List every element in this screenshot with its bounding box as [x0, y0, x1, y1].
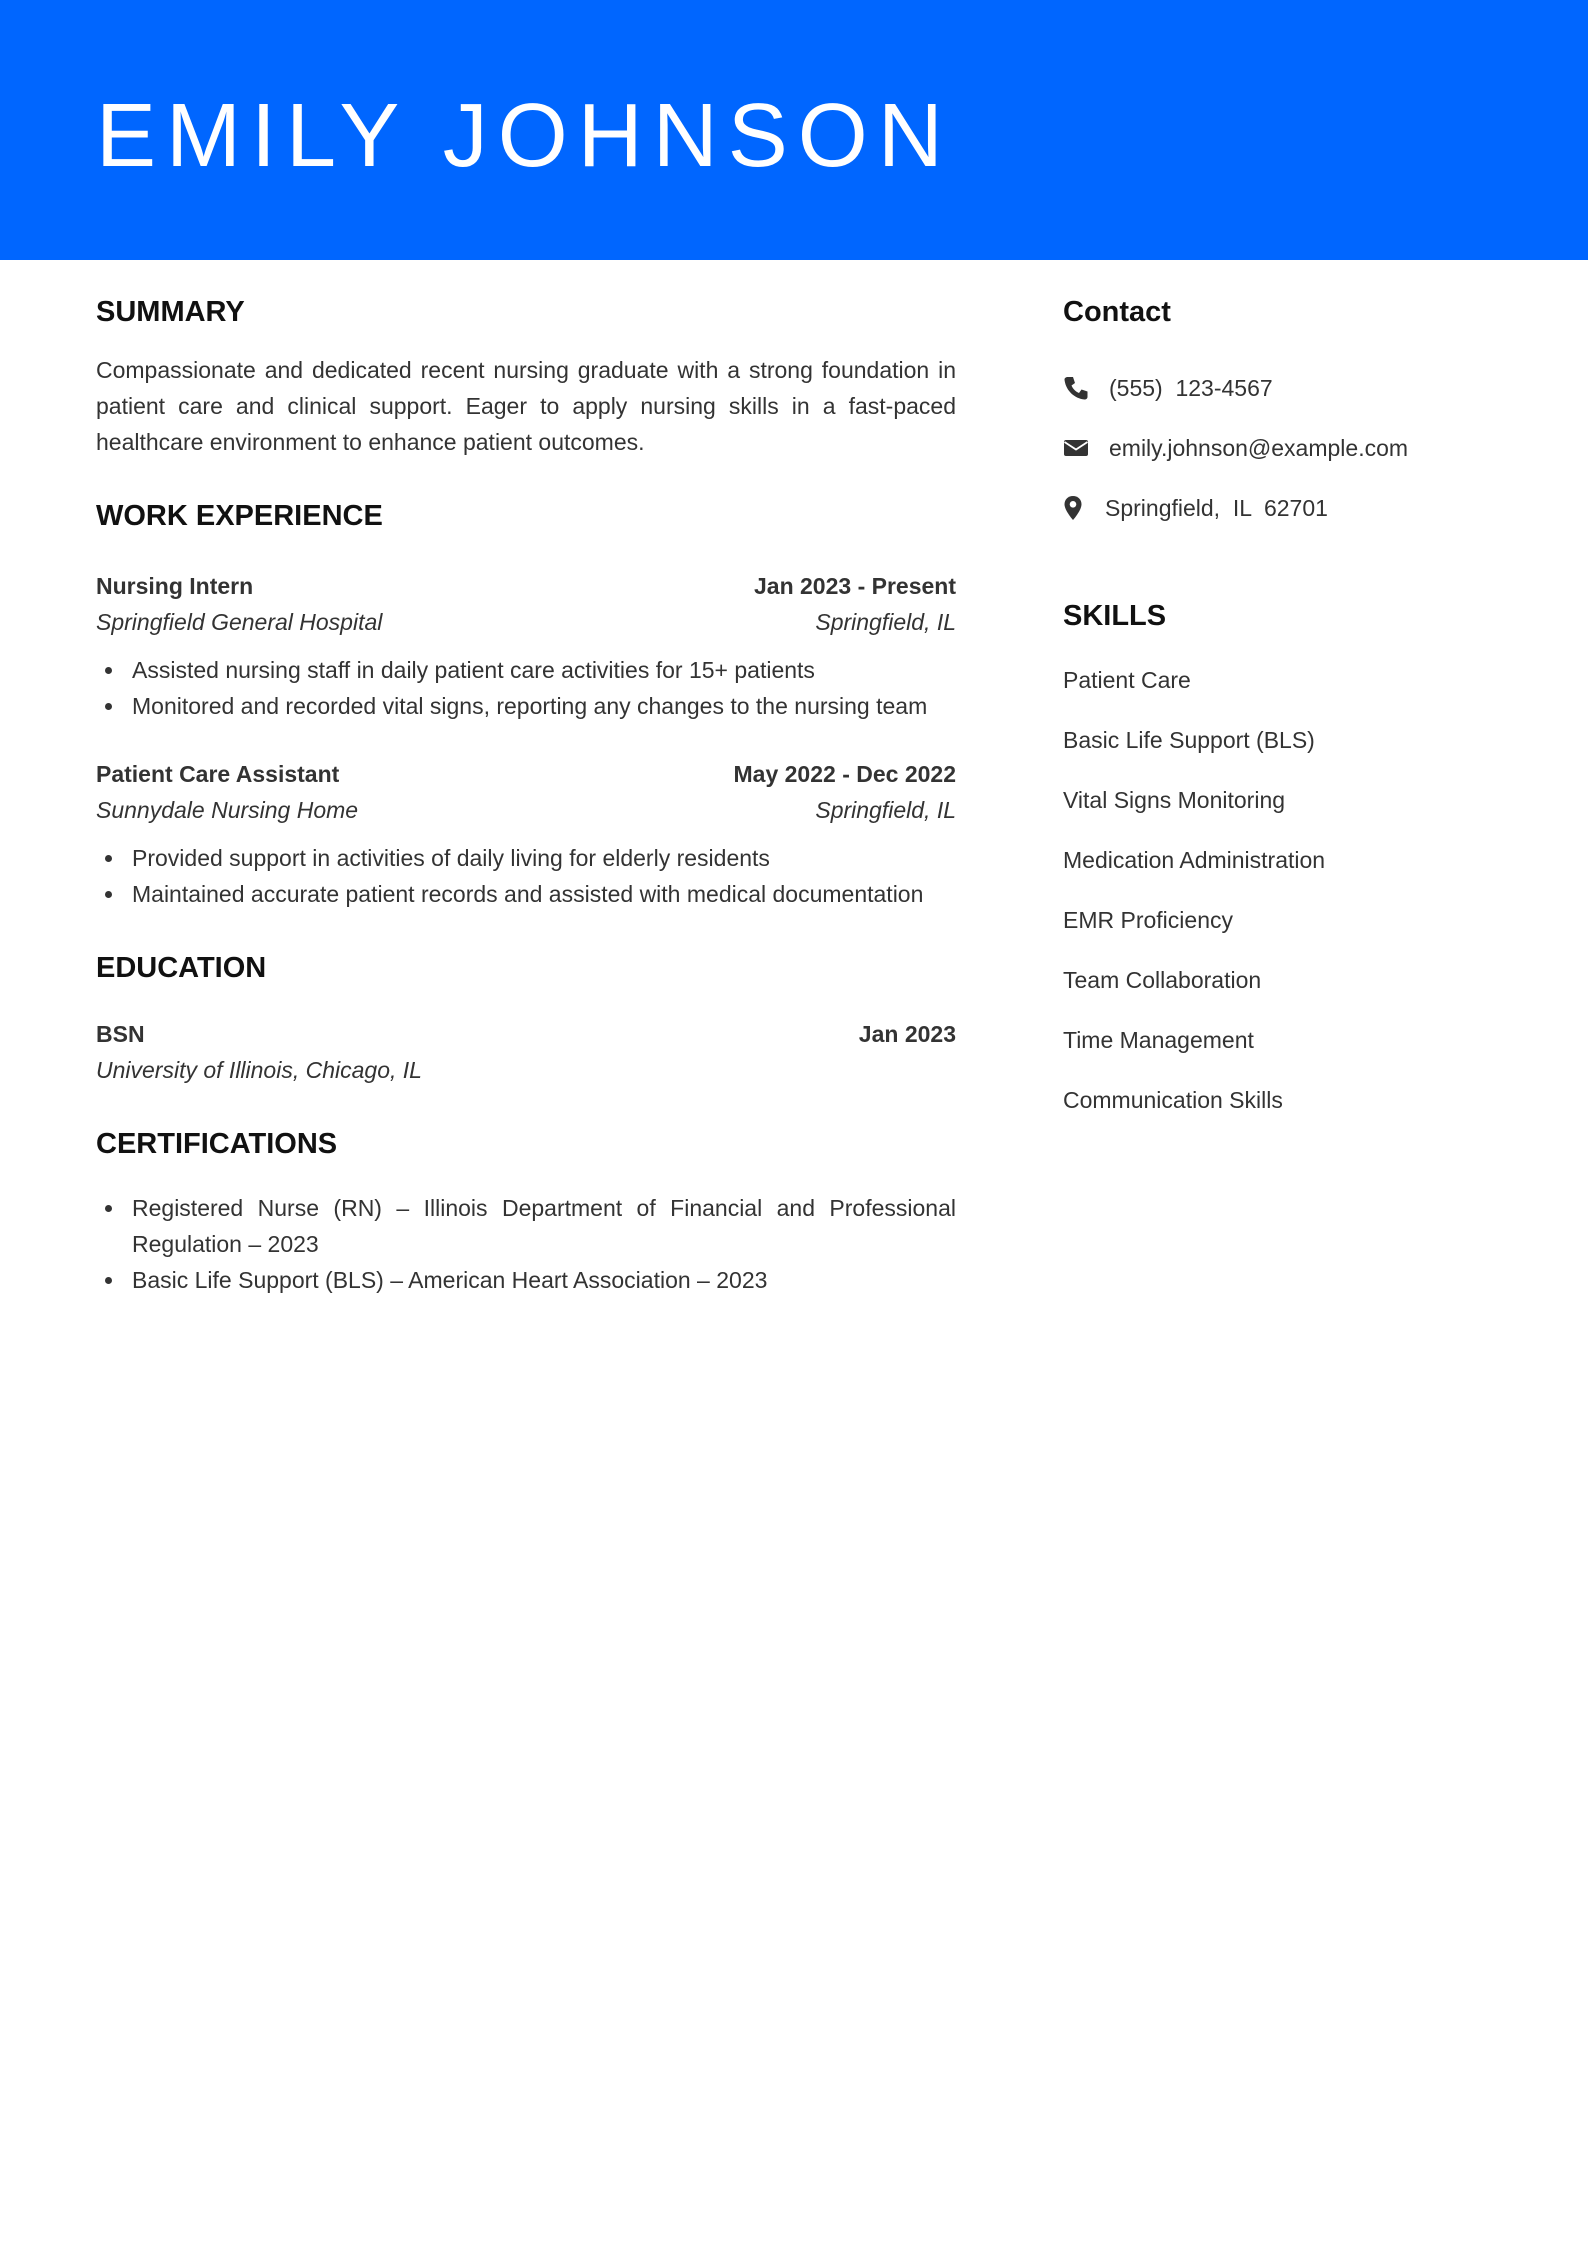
- education-date: Jan 2023: [858, 1021, 956, 1047]
- job-title: Nursing Intern: [96, 573, 254, 599]
- map-marker-icon: [1063, 495, 1105, 521]
- job-org-row: [96, 792, 956, 828]
- summary-text: Compassionate and dedicated recent nursing graduate with a strong foundation in patient care and clinical support. Eager to apply nursing skills in a fast-paced healthcare environment to enhance patient outcomes.: [96, 357, 956, 455]
- sidebar-column: [1063, 290, 1493, 1130]
- job-bullet: Assisted nursing staff in daily patient care activities for 15+ patients: [96, 652, 956, 688]
- job-bullet: Maintained accurate patient records and assisted with medical documentation: [96, 876, 956, 912]
- skill-item: Time Management: [1063, 1027, 1254, 1053]
- job-organization: Springfield General Hospital: [96, 609, 383, 635]
- job-bullets: [96, 652, 956, 724]
- certification-item: Registered Nurse (RN) – Illinois Department of Financial and Professional Regulation – 2023: [96, 1190, 956, 1262]
- certification-item: Basic Life Support (BLS) – American Heart Association – 2023: [96, 1262, 956, 1298]
- job-organization: Sunnydale Nursing Home: [96, 797, 359, 823]
- skill-item: Communication Skills: [1063, 1087, 1283, 1113]
- header-banner: [0, 0, 1588, 260]
- contact-section: [1063, 290, 1493, 538]
- skill-item: Patient Care: [1063, 667, 1191, 693]
- work-experience-section: [96, 494, 956, 912]
- contact-email: emily.johnson@example.com: [1109, 435, 1409, 461]
- education-section: [96, 946, 956, 1088]
- job-entry: [96, 568, 956, 724]
- school: University of Illinois, Chicago, IL: [96, 1057, 422, 1083]
- education-heading: EDUCATION: [96, 952, 267, 984]
- job-header-row: [96, 756, 956, 792]
- contact-phone-row: [1063, 358, 1493, 418]
- contact-location-row: [1063, 478, 1493, 538]
- skill-item: Team Collaboration: [1063, 967, 1262, 993]
- contact-email-row: [1063, 418, 1493, 478]
- certifications-section: [96, 1122, 956, 1298]
- envelope-icon: [1063, 438, 1109, 458]
- job-dates: Jan 2023 - Present: [753, 573, 956, 599]
- contact-phone: (555) 123-4567: [1109, 375, 1273, 401]
- job-dates: May 2022 - Dec 2022: [733, 761, 956, 787]
- skills-section: [1063, 594, 1493, 1130]
- contact-heading: Contact: [1063, 296, 1171, 328]
- summary-section: [96, 290, 956, 460]
- education-entry: [96, 1016, 956, 1088]
- skill-item: Basic Life Support (BLS): [1063, 727, 1315, 753]
- skills-list: [1063, 650, 1493, 1130]
- certifications-heading: CERTIFICATIONS: [96, 1128, 338, 1160]
- skill-item: Medication Administration: [1063, 847, 1326, 873]
- skill-item: Vital Signs Monitoring: [1063, 787, 1286, 813]
- contact-location: Springfield, IL 62701: [1105, 495, 1328, 521]
- degree: BSN: [96, 1021, 145, 1047]
- job-bullet: Monitored and recorded vital signs, reporting any changes to the nursing team: [96, 688, 956, 724]
- main-column: [96, 290, 956, 1298]
- education-school-row: [96, 1052, 956, 1088]
- job-org-row: [96, 604, 956, 640]
- job-title: Patient Care Assistant: [96, 761, 340, 787]
- certifications-list: [96, 1190, 956, 1298]
- job-header-row: [96, 568, 956, 604]
- job-entry: [96, 756, 956, 912]
- summary-heading: SUMMARY: [96, 296, 245, 328]
- work-experience-heading: WORK EXPERIENCE: [96, 500, 383, 532]
- job-bullets: [96, 840, 956, 912]
- job-location: Springfield, IL: [815, 609, 956, 635]
- job-bullet: Provided support in activities of daily living for elderly residents: [96, 840, 956, 876]
- phone-icon: [1063, 376, 1109, 400]
- skills-heading: SKILLS: [1063, 600, 1167, 632]
- education-header-row: [96, 1016, 956, 1052]
- skill-item: EMR Proficiency: [1063, 907, 1233, 933]
- candidate-name: EMILY JOHNSON: [96, 86, 953, 186]
- job-location: Springfield, IL: [815, 797, 956, 823]
